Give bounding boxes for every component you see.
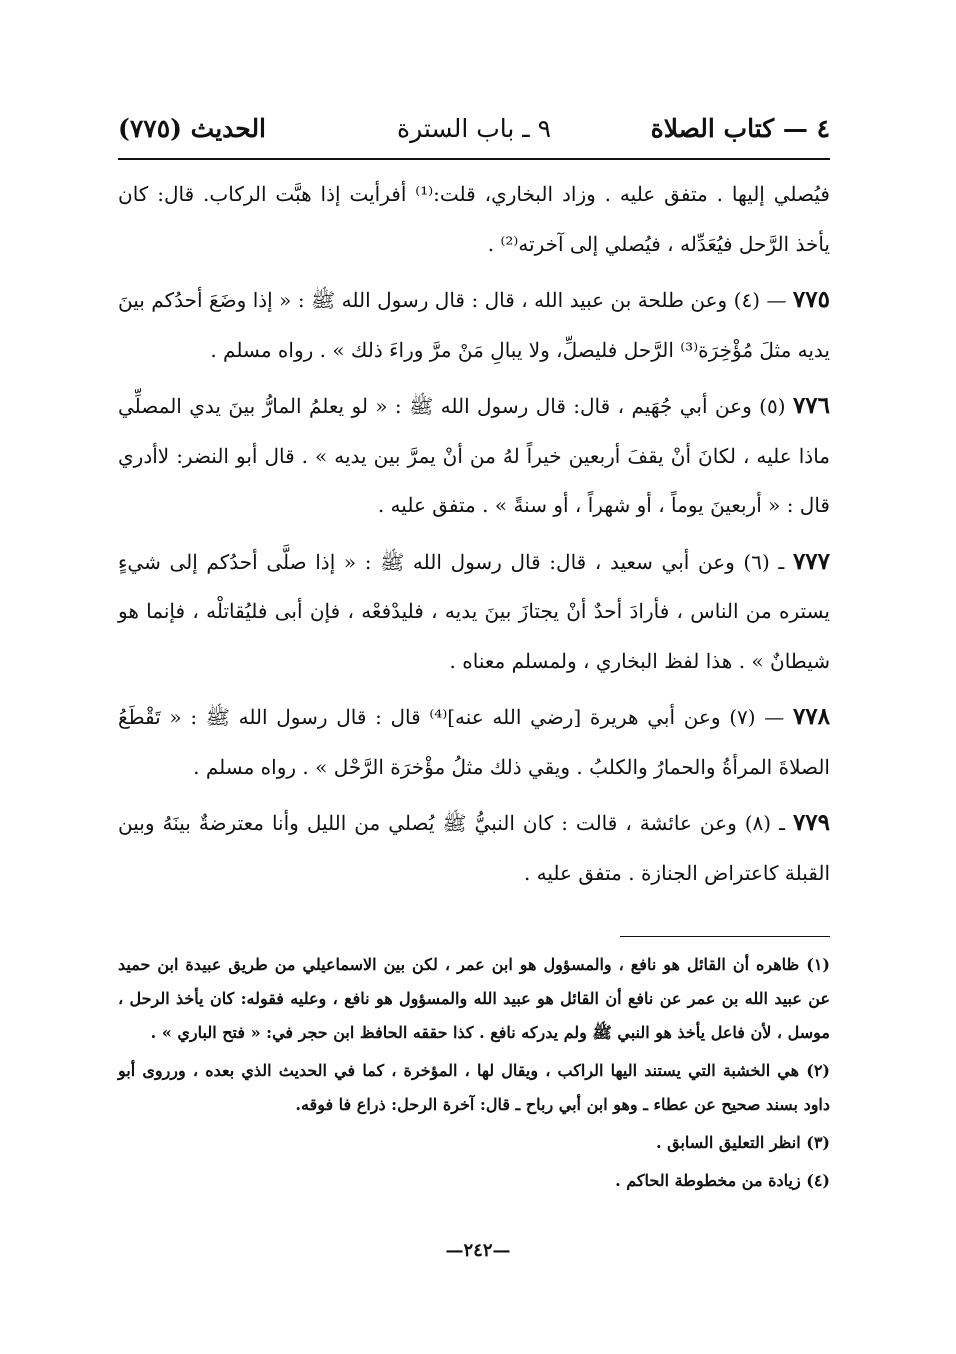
paragraph-continuation [118, 170, 830, 269]
hadith-number: ٧٧٦ [792, 392, 830, 419]
hadith-paragraph [118, 537, 830, 687]
hadith-number: ٧٧٩ [792, 809, 830, 836]
hadith-paragraph [118, 798, 830, 898]
footnote: (١) ظاهره أن القائل هو نافع ، والمسؤول هو ابن عمر ، لكن بين الاسماعيلي من طريق عبيدة ابن حميد عن عبيد الله بن عمر عن نافع أن القائل هو عبيد الله والمسؤول هو نافع ، وعليه فقوله: كان يأخذ الرحل ، موسل ، لأن فاعل يأخذ هو النبي ﷺ ولم يدركه نافع . كذا حققه الحافظ ابن حجر في: « فتح الباري » . [118, 955, 830, 1042]
paragraph-text: — (٤) وعن طلحة بن عبيد الله ، قال : قال رسول الله ﷺ : « إذا وضَعَ أحدُكم بينَ يديه مثلَ مُؤْخِرَة⁽³⁾ الرَّحل فليصلِّ، ولا يبالِ مَنْ مرَّ وراءَ ذلك » . رواه مسلم . [118, 288, 830, 362]
paragraph-text: ـ (٦) وعن أبي سعيد ، قال: قال رسول الله ﷺ : « إذا صلَّى أحدُكم إلى شيءٍ يستره من الناس ، فأرادَ أحدٌ أنْ يجتازَ بينَ يديه ، فليدْفعْه ، فإن أبى فليُقاتلْه ، فإنما هو شيطانٌ » . هذا لفظ البخاري ، ولمسلم معناه . [118, 549, 830, 673]
hadith-paragraph [118, 692, 830, 792]
hadith-number: ٧٧٧ [792, 547, 830, 575]
hadith-paragraph [118, 275, 830, 375]
hadith-number: ٧٧٨ [792, 703, 830, 730]
hadith-range: الحديث (٧٧٥) [118, 114, 267, 143]
header-divider [118, 158, 830, 160]
running-header [118, 108, 830, 154]
paragraph-text: (٥) وعن أبي جُهَيم ، قال: قال رسول الله ﷺ : « لو يعلمُ المارُّ بينَ يدي المصلِّي ماذا عليه ، لكانَ أنْ يقفَ أربعين خيراً لهُ من أنْ يمرَّ بين يديه » . قال أبو النضر: لاأدري قال : « أربعينَ يوماً ، أو شهراً ، أو سنةً » . متفق عليه . [118, 394, 830, 517]
book-chapter-title: ٤ — كتاب الصلاة [650, 114, 830, 143]
footnote: (٣) انظر التعليق السابق . [655, 1133, 830, 1152]
hadith-number: ٧٧٥ [792, 286, 830, 313]
paragraph-text: فيُصلي إليها . متفق عليه . وزاد البخاري، قلت:⁽¹⁾ أفرأيت إذا هبَّت الركاب. قال: كان يأخذ الرَّحل فيُعَدِّله ، فيُصلي إلى آخرته⁽²⁾ . [118, 182, 830, 256]
paragraph-text: — (٧) وعن أبي هريرة [رضي الله عنه]⁽⁴⁾ قال : قال رسول الله ﷺ : « تَقْطَعُ الصلاةَ المرأةُ والحمارُ والكلبُ . ويقي ذلك مثلُ مؤْخرَة الرَّحْل » . رواه مسلم . [118, 705, 830, 779]
section-title: ٩ ـ باب السترة [396, 114, 551, 143]
paragraph-text: ـ (٨) وعن عائشة ، قالت : كان النبيُّ ﷺ يُصلي من الليل وأنا معترضةٌ بينَهُ وبين القبلة كاعتراض الجنازة . متفق عليه . [118, 811, 830, 885]
page-number: —٢٤٢— [445, 1240, 511, 1261]
main-text [118, 170, 830, 904]
hadith-paragraph [118, 381, 830, 531]
footnote: (٤) زيادة من مخطوطة الحاكم . [615, 1171, 830, 1190]
footnotes [118, 948, 830, 1202]
footnote-divider [620, 936, 830, 937]
footnote: (٢) هي الخشبة التي يستند اليها الراكب ، ويقال لها ، المؤخرة ، كما في الحديث الذي بعده ، ورروى أبو داود بسند صحيح عن عطاء ـ وهو ابن أبي رباح ـ قال: آخرة الرحل: ذراع فا فوقه. [118, 1061, 830, 1114]
